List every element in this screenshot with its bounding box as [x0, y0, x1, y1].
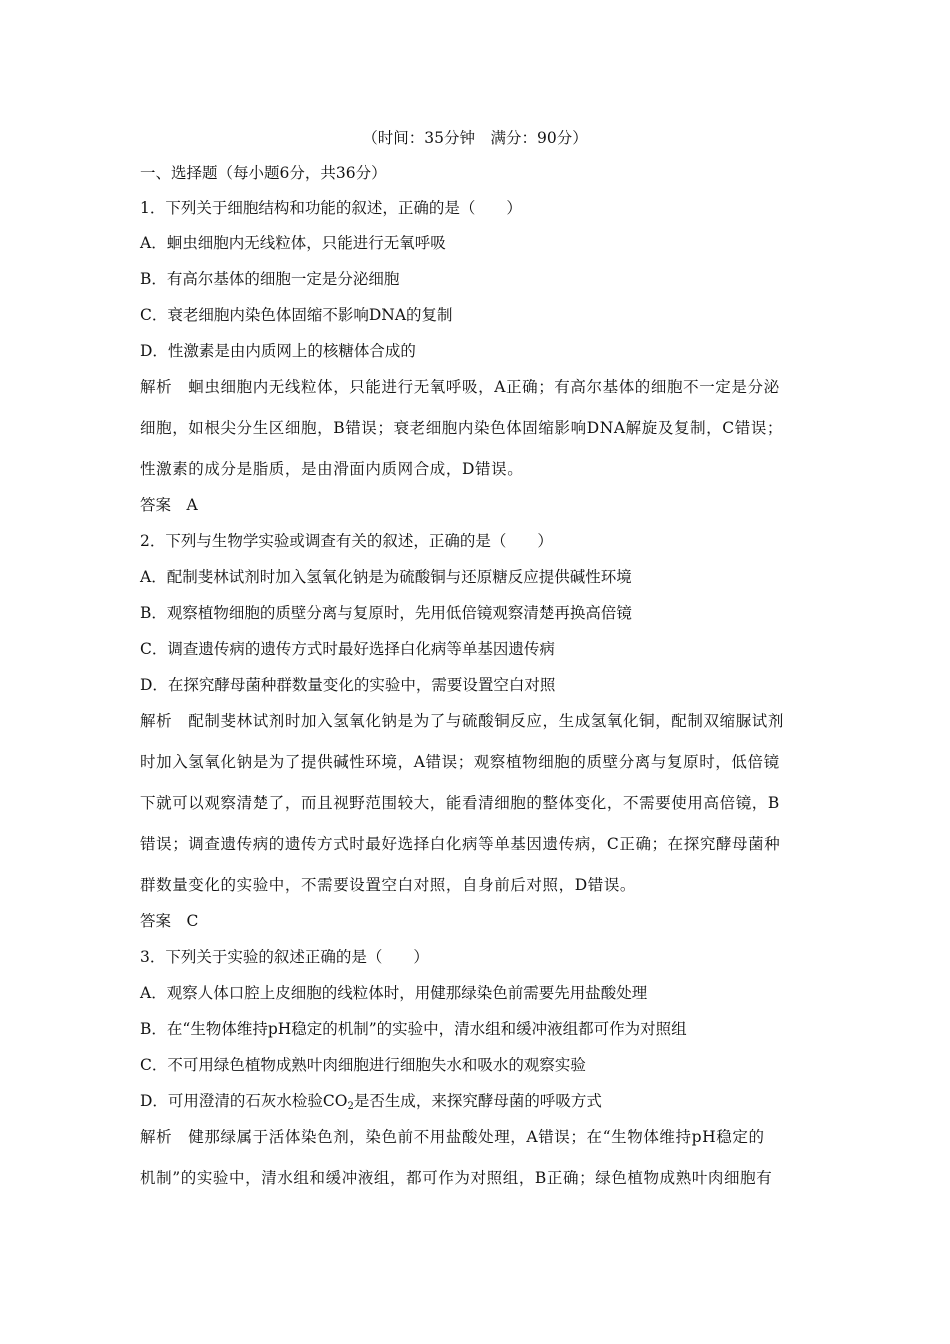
q3-analysis-line-2: 机制”的实验中，清水组和缓冲液组，都可作为对照组，B正确；绿色植物成熟叶肉细胞有: [140, 1169, 773, 1187]
q2-answer: 答案 C: [140, 912, 199, 930]
q2-analysis-line-5: 群数量变化的实验中，不需要设置空白对照，自身前后对照，D错误。: [140, 876, 637, 894]
q3-option-c: C．不可用绿色植物成熟叶肉细胞进行细胞失水和吸水的观察实验: [140, 1056, 586, 1074]
q3-option-d: [140, 1091, 602, 1111]
co2-subscript: 2: [347, 1101, 354, 1112]
q2-analysis-line-3: 下就可以观察清楚了，而且视野范围较大，能看清细胞的整体变化，不需要使用高倍镜，B: [140, 794, 780, 812]
q3-option-b: B．在“生物体维持pH稳定的机制”的实验中，清水组和缓冲液组都可作为对照组: [140, 1020, 687, 1038]
q3-option-a: A．观察人体口腔上皮细胞的线粒体时，用健那绿染色前需要先用盐酸处理: [140, 984, 648, 1002]
q1-stem: 1．下列关于细胞结构和功能的叙述，正确的是（ ）: [140, 199, 522, 217]
q2-stem: 2．下列与生物学实验或调查有关的叙述，正确的是（ ）: [140, 532, 553, 550]
q2-analysis-line-2: 时加入氢氧化钠是为了提供碱性环境，A错误；观察植物细胞的质壁分离与复原时，低倍镜: [140, 753, 780, 771]
q1-option-a: A．蛔虫细胞内无线粒体，只能进行无氧呼吸: [140, 234, 446, 252]
q3-option-d-text-2: 是否生成，来探究酵母菌的呼吸方式: [353, 1092, 602, 1110]
q2-analysis-line-4: 错误；调查遗传病的遗传方式时最好选择白化病等单基因遗传病，C正确；在探究酵母菌种: [140, 835, 781, 853]
q3-analysis-line-1: 解析 健那绿属于活体染色剂，染色前不用盐酸处理，A错误；在“生物体维持pH稳定的: [140, 1128, 765, 1146]
q3-option-d-text-1: D．可用澄清的石灰水检验CO: [140, 1092, 348, 1110]
q1-analysis-line-2: 细胞，如根尖分生区细胞，B错误；衰老细胞内染色体固缩影响DNA解旋及复制，C错误；: [140, 419, 784, 437]
q1-option-d: D．性激素是由内质网上的核糖体合成的: [140, 342, 416, 360]
q2-option-a: A．配制斐林试剂时加入氢氧化钠是为硫酸铜与还原糖反应提供碱性环境: [140, 568, 632, 586]
q2-option-d: D．在探究酵母菌种群数量变化的实验中，需要设置空白对照: [140, 676, 556, 694]
q1-option-c: C．衰老细胞内染色体固缩不影响DNA的复制: [140, 306, 453, 324]
section-title: 一、选择题（每小题6分，共36分）: [140, 164, 387, 182]
q3-stem: 3．下列关于实验的叙述正确的是（ ）: [140, 948, 429, 966]
q2-analysis-line-1: 解析 配制斐林试剂时加入氢氧化钠是为了与硫酸铜反应，生成氢氧化铜，配制双缩脲试剂: [140, 712, 785, 730]
time-score-line: （时间：35分钟 满分：90分）: [362, 129, 588, 147]
q1-option-b: B．有高尔基体的细胞一定是分泌细胞: [140, 270, 400, 288]
q1-analysis-line-1: 解析 蛔虫细胞内无线粒体，只能进行无氧呼吸，A正确；有高尔基体的细胞不一定是分泌: [140, 378, 780, 396]
q1-analysis-line-3: 性激素的成分是脂质，是由滑面内质网合成，D错误。: [140, 460, 524, 478]
q1-answer: 答案 A: [140, 496, 198, 514]
q2-option-c: C．调查遗传病的遗传方式时最好选择白化病等单基因遗传病: [140, 640, 555, 658]
q2-option-b: B．观察植物细胞的质壁分离与复原时，先用低倍镜观察清楚再换高倍镜: [140, 604, 632, 622]
